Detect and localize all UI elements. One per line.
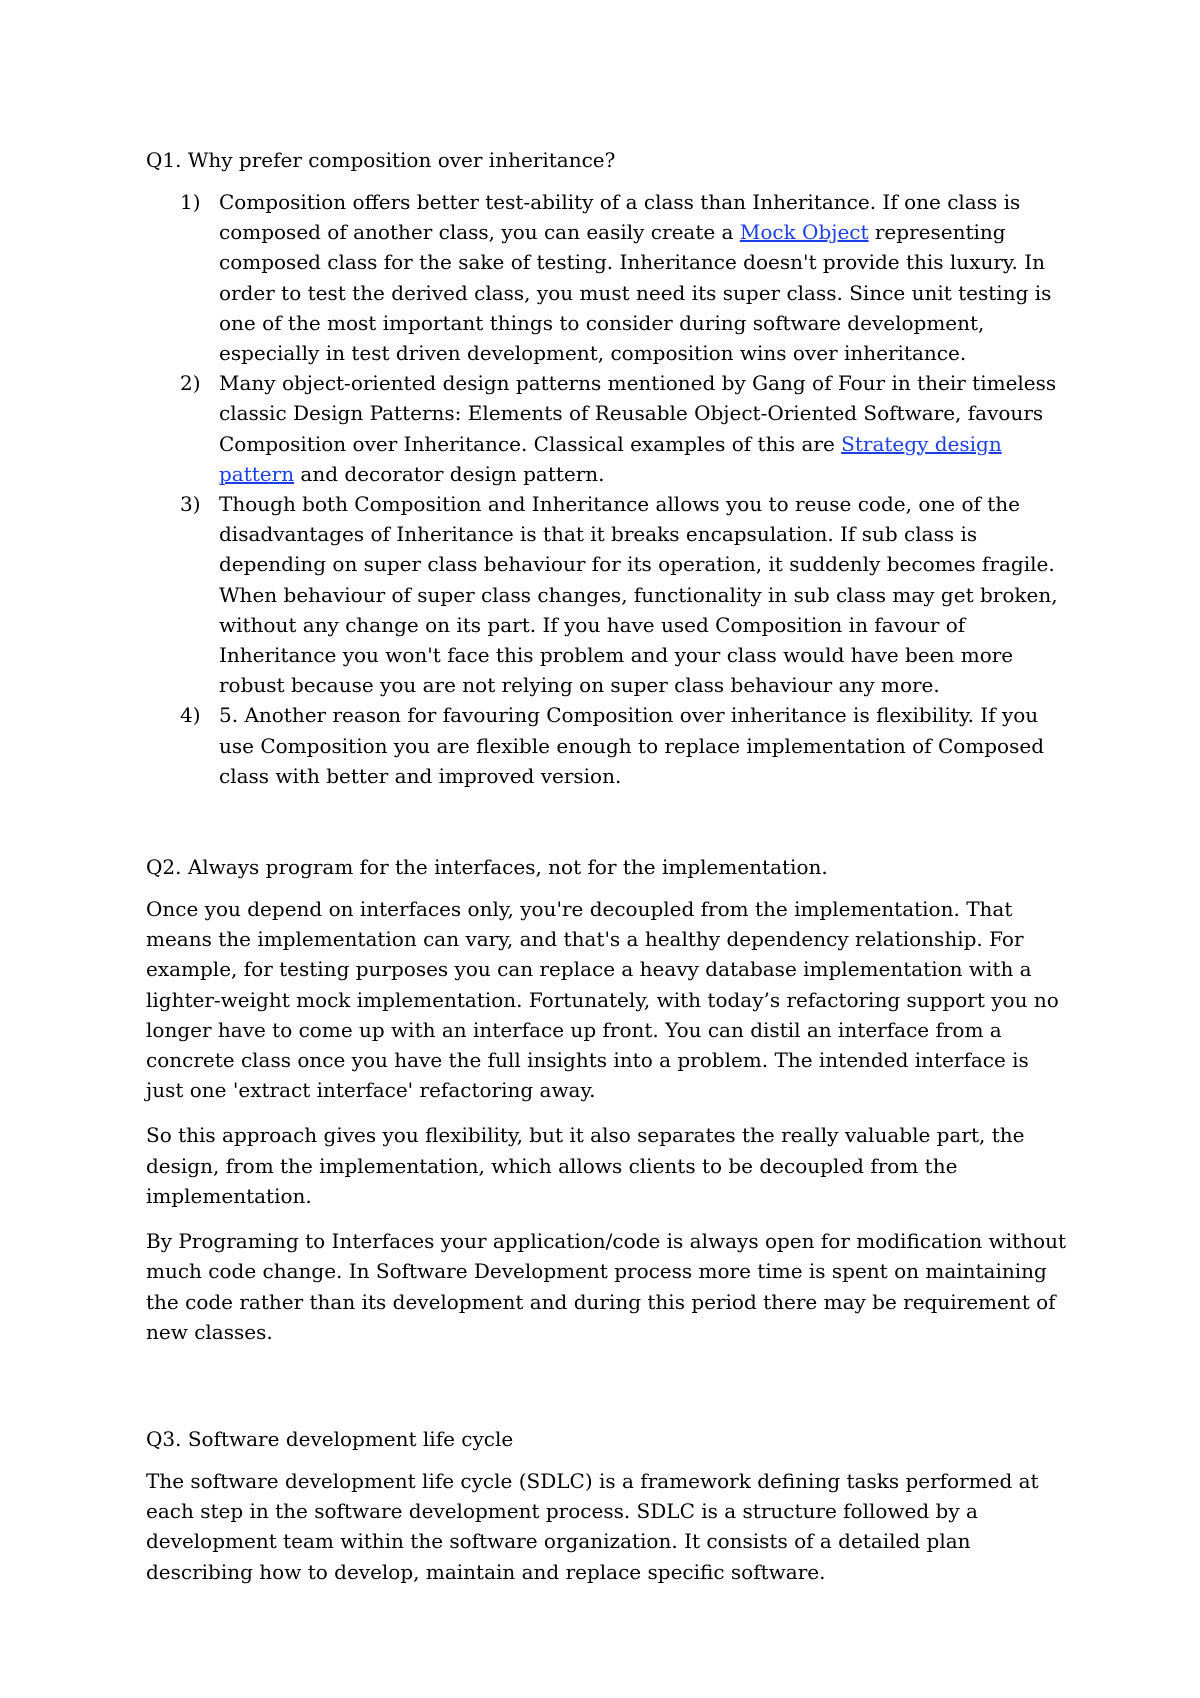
section-spacer xyxy=(146,1362,1066,1424)
q3-paragraph-1: The software development life cycle (SDLC) is a framework defining tasks performed at each step in the software development process. SDLC is a structure followed by a development team within the software organization. It consists of a detailed plan describing how to develop, maintain and replace specific software. xyxy=(146,1468,1039,1584)
q2-paragraph-2: So this approach gives you flexibility, but it also separates the really valuable part, the design, from the implementation, which allows clients to be decoupled from the implementation. xyxy=(146,1123,1025,1208)
q2-paragraph-3: By Programing to Interfaces your application/code is always open for modification without much code change. In Software Development process more time is spent on maintaining the code rather than its development and during this period there may be requirement of new classes. xyxy=(146,1229,1067,1344)
q1-list-item-2 xyxy=(146,368,1066,489)
list-item-text: representing composed class for the sake of testing. Inheritance doesn't provide this luxury. In order to test the derived class, you must need its super class. Since unit testing is one of the most important things to consider during software development, especially in test driven development, composition wins over inheritance. xyxy=(219,220,1052,366)
q2-heading: Q2. Always program for the interfaces, not for the implementation. xyxy=(146,855,828,880)
document-content xyxy=(146,145,1066,1602)
q3-heading: Q3. Software development life cycle xyxy=(146,1426,514,1451)
section-q1 xyxy=(146,145,1066,791)
q1-list-item-1 xyxy=(146,187,1066,368)
section-q3 xyxy=(146,1424,1066,1587)
mock-object-link[interactable]: Mock Object xyxy=(739,220,869,245)
list-item-text: Composition offers better test-ability of a class than Inheritance. If one class is composed of another class, you can easily create a xyxy=(219,190,1021,245)
q2-paragraph-1: Once you depend on interfaces only, you're decoupled from the implementation. That means the implementation can vary, and that's a healthy dependency relationship. For example, for testing purposes you can replace a heavy database implementation with a lighter-weight mock implementation. Fortunately, with today’s refactoring support you no longer have to come up with an interface up front. You can distil an interface from a concrete class once you have the full insights into a problem. The intended interface is just one 'extract interface' refactoring away. xyxy=(146,897,1059,1103)
strategy-design-pattern-link[interactable]: Strategy design pattern xyxy=(219,431,1002,486)
list-number: 1) xyxy=(180,190,201,214)
list-number: 3) xyxy=(180,492,201,517)
section-q2 xyxy=(146,852,1066,1347)
list-number: 4) xyxy=(180,703,201,728)
q1-heading: Q1. Why prefer composition over inheritance? xyxy=(146,148,616,172)
list-item-text: Though both Composition and Inheritance allows you to reuse code, one of the disadvantages of Inheritance is that it breaks encapsulation. If sub class is depending on super class behaviour for its operation, it suddenly becomes fragile. When behaviour of super class changes, functionality in sub class may get broken, without any change on its part. If you have used Composition in favour of Inheritance you won't face this problem and your class would have been more robust because you are not relying on super class behaviour any more. xyxy=(219,492,1058,698)
list-item-text: 5. Another reason for favouring Composition over inheritance is flexibility. If you use Composition you are flexible enough to replace implementation of Composed class with better and improved version. xyxy=(219,703,1044,788)
q1-list-item-4 xyxy=(146,700,1066,791)
section-spacer xyxy=(146,791,1066,852)
list-number: 2) xyxy=(180,371,201,396)
list-item-text: and decorator design pattern. xyxy=(294,461,605,486)
list-item-text: Many object-oriented design patterns mentioned by Gang of Four in their timeless classic Design Patterns: Elements of Reusable Object-Oriented Software, favours Composition over Inheritance. Classical examples of this are xyxy=(219,371,1057,456)
q1-list-item-3 xyxy=(146,489,1066,700)
q1-list xyxy=(146,187,1066,791)
